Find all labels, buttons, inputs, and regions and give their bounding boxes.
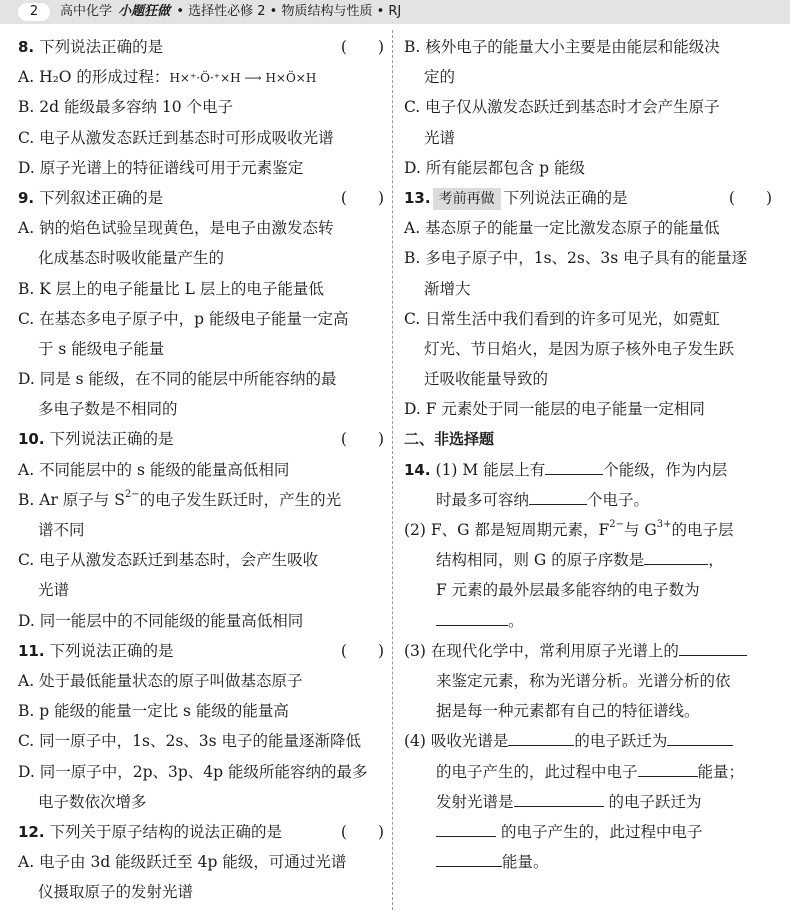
question-9-option-c-cont: 于 s 能级电子能量 <box>38 339 165 358</box>
answer-blank[interactable] <box>529 487 587 505</box>
answer-blank[interactable] <box>638 759 698 777</box>
answer-blank[interactable] <box>514 789 604 807</box>
question-12-option-a: A. 电子由 3d 能级跃迁至 4p 能级，可通过光谱 <box>18 853 347 872</box>
right-column <box>404 32 776 877</box>
question-11-option-a: A. 处于最低能量状态的原子叫做基态原子 <box>18 671 303 690</box>
answer-blank[interactable] <box>436 849 502 867</box>
series-logo: 小题狂做 <box>118 4 171 19</box>
question-10-option-c-cont: 光谱 <box>38 581 70 600</box>
question-9-option-a: A. 钠的焰色试验呈现黄色，是电子由激发态转 <box>18 219 334 238</box>
question-8-option-a: A. H₂O 的形成过程：H×⁺·Ö·⁺×H ⟶ H×Ö×H <box>18 68 317 87</box>
question-14-part-3: (3) 在现代化学中，常利用原子光谱上的 <box>404 636 776 666</box>
answer-blank[interactable] <box>508 728 574 746</box>
question-11-option-d-cont: 电子数依次增多 <box>38 792 147 811</box>
question-14-part-4-cont: 的电子产生的，此过程中电子 能量； <box>404 757 776 787</box>
question-13-option-b: B. 多电子原子中，1s、2s、3s 电子具有的能量逐 <box>404 249 748 268</box>
question-10-option-a: A. 不同能层中的 s 能级的能量高低相同 <box>18 460 290 479</box>
running-title <box>60 3 401 21</box>
answer-blank[interactable] <box>644 547 708 565</box>
question-10-option-b: B. Ar 原子与 $S^{2-}$的电子发生跃迁时，产生的光 <box>18 488 342 509</box>
question-8-option-b: B. 2d 能级最多容纳 10 个电子 <box>18 98 234 117</box>
question-14-part-3-cont2: 据是每一种元素都有自己的特征谱线。 <box>436 702 700 721</box>
question-10-option-c: C. 电子从激发态跃迁到基态时，会产生吸收 <box>18 551 319 570</box>
question-14-part-4: (4) 吸收光谱是 的电子跃迁为 <box>404 726 776 756</box>
section-heading: 二、非选择题 <box>404 430 495 449</box>
question-11-option-c: C. 同一原子中，1s、2s、3s 电子的能量逐渐降低 <box>18 732 362 751</box>
question-14-part-2-cont: 结构相同，则 G 的原子序数是 ， <box>404 545 776 575</box>
review-tag: 考前再做 <box>433 188 501 210</box>
question-13-option-b-cont: 渐增大 <box>424 279 471 298</box>
question-11-option-d: D. 同一原子中，2p、3p、4p 能级所能容纳的最多 <box>18 762 368 781</box>
question-8-option-d: D. 原子光谱上的特征谱线可用于元素鉴定 <box>18 158 304 177</box>
question-13-option-d: D. F 元素处于同一能层的电子能量一定相同 <box>404 400 705 419</box>
question-14-part-1-cont: 时最多可容纳 个电子。 <box>404 485 776 515</box>
question-13-option-c: C. 日常生活中我们看到的许多可见光，如霓虹 <box>404 309 720 328</box>
question-8-stem: 8. 下列说法正确的是 ( ) <box>18 38 384 56</box>
answer-blank[interactable] <box>436 608 508 626</box>
question-9-stem: 9. 下列叙述正确的是 ( ) <box>18 188 384 207</box>
question-14-part-4-cont3: 的电子产生的，此过程中电子 <box>404 817 776 847</box>
question-13-option-c-cont2: 迁吸收能量导致的 <box>424 370 549 389</box>
title-prefix: 高中化学 <box>60 4 113 19</box>
lewis-formula: H×⁺·Ö·⁺×H ⟶ H×Ö×H <box>169 71 317 86</box>
question-9-option-c: C. 在基态多电子原子中，p 能级电子能量一定高 <box>18 309 349 328</box>
question-14-part-2: (2) F、G 都是短周期元素，$F^{2-}$与 $G^{3+}$的电子层 <box>404 519 734 539</box>
question-12-option-c-cont: 光谱 <box>424 128 456 147</box>
question-10-option-b-cont: 谱不同 <box>38 521 85 539</box>
question-12-option-c: C. 电子仅从激发态跃迁到基态时才会产生原子 <box>404 98 720 117</box>
page-header <box>0 0 790 24</box>
title-suffix: • 选择性必修 2 • 物质结构与性质 • RJ <box>176 4 402 19</box>
question-14-part-4-cont2: 发射光谱是 的电子跃迁为 <box>404 787 776 817</box>
column-divider <box>392 30 393 910</box>
question-9-option-a-cont: 化成基态时吸收能量产生的 <box>38 249 225 268</box>
question-10-option-d: D. 同一能层中的不同能级的能量高低相同 <box>18 611 304 630</box>
question-13-option-a: A. 基态原子的能量一定比激发态原子的能量低 <box>404 219 720 238</box>
page-number: 2 <box>18 3 50 21</box>
answer-blank[interactable] <box>667 728 733 746</box>
question-12-option-b-cont: 定的 <box>424 68 456 87</box>
question-9-option-d: D. 同是 s 能级，在不同的能层中所能容纳的最 <box>18 370 337 389</box>
question-14-part-2-cont2: F 元素的最外层最多能容纳的电子数为 <box>436 581 700 600</box>
question-14-part-3-cont: 来鉴定元素，称为光谱分析。光谱分析的依 <box>436 671 731 690</box>
question-14-part-4-cont4: 能量。 <box>404 847 776 877</box>
question-9-option-b: B. K 层上的电子能量比 L 层上的电子能量低 <box>18 279 324 298</box>
question-12-option-a-cont: 仪摄取原子的发射光谱 <box>38 883 194 902</box>
answer-blank[interactable] <box>436 819 496 837</box>
question-14-part-1: 14. (1) M 能层上有 个能级，作为内层 <box>404 455 776 485</box>
question-14-part-2-cont3: 。 <box>404 606 776 636</box>
question-9-option-d-cont: 多电子数是不相同的 <box>38 400 178 419</box>
question-10-stem: 10. 下列说法正确的是 ( ) <box>18 430 384 449</box>
question-11-option-b: B. p 能级的能量一定比 s 能级的能量高 <box>18 702 289 721</box>
question-11-stem: 11. 下列说法正确的是 ( ) <box>18 641 384 660</box>
question-12-option-b: B. 核外电子的能量大小主要是由能层和能级决 <box>404 38 720 56</box>
question-13-stem: 13. 考前再做 下列说法正确的是 ( ) <box>404 183 776 213</box>
question-8-option-c: C. 电子从激发态跃迁到基态时可形成吸收光谱 <box>18 128 334 147</box>
left-column <box>18 32 388 907</box>
question-12-stem: 12. 下列关于原子结构的说法正确的是 ( ) <box>18 822 384 841</box>
answer-blank[interactable] <box>679 638 747 656</box>
answer-blank[interactable] <box>545 457 603 475</box>
question-13-option-c-cont: 灯光、节日焰火，是因为原子核外电子发生跃 <box>424 339 735 358</box>
question-12-option-d: D. 所有能层都包含 p 能级 <box>404 158 586 177</box>
